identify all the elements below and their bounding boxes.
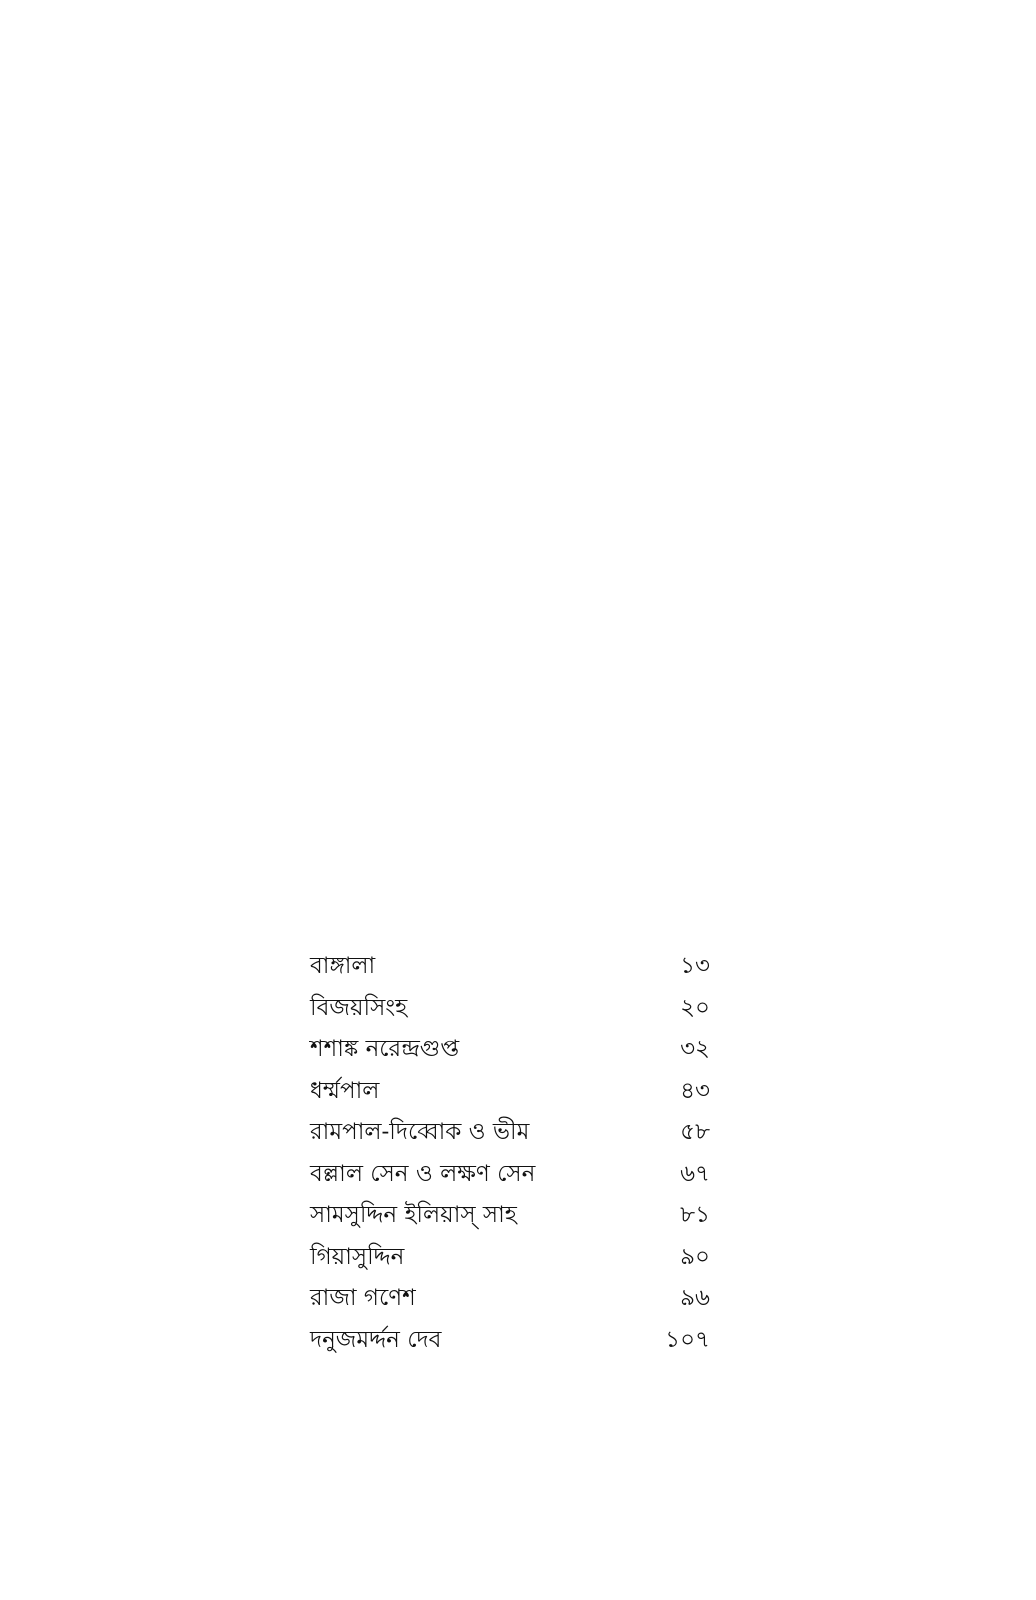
- toc-entry-page: ৩২: [680, 1036, 710, 1062]
- toc-entry: [310, 1195, 710, 1237]
- toc-entry: [310, 1029, 710, 1071]
- toc-entry-page: ৮১: [680, 1202, 710, 1228]
- toc-entry-page: ৯৬: [680, 1285, 710, 1311]
- toc-entry: [310, 1320, 710, 1362]
- toc-entry: [310, 988, 710, 1030]
- toc-entry: [310, 1278, 710, 1320]
- toc-entry-page: ৪৩: [680, 1077, 710, 1104]
- toc-entry-title: বল্লাল সেন ও লক্ষণ সেন: [310, 1160, 536, 1187]
- toc-entry-page: ৫৮: [680, 1119, 710, 1145]
- table-of-contents: [310, 946, 710, 1361]
- toc-entry-title: দনুজমর্দ্দন দেব: [310, 1326, 442, 1353]
- toc-entry-title: রামপাল-দিব্বোক ও ভীম: [310, 1119, 530, 1145]
- toc-entry-page: ৯০: [680, 1243, 710, 1270]
- toc-entry-page: ২০: [680, 994, 710, 1021]
- toc-entry-title: গিয়াসুদ্দিন: [310, 1243, 405, 1270]
- toc-entry: [310, 1071, 710, 1113]
- toc-entry-title: ধর্ম্মপাল: [310, 1077, 380, 1104]
- toc-entry-title: বিজয়সিংহ: [310, 994, 408, 1021]
- toc-entry-title: সামসুদ্দিন ইলিয়াস্ সাহ: [310, 1202, 517, 1228]
- toc-entry-page: ১৩: [680, 953, 710, 979]
- toc-entry: [310, 1237, 710, 1279]
- toc-entry-title: শশাঙ্ক নরেন্দ্রগুপ্ত: [310, 1036, 460, 1062]
- toc-entry-title: রাজা গণেশ: [310, 1285, 416, 1311]
- toc-entry: [310, 1112, 710, 1154]
- toc-entry: [310, 1154, 710, 1196]
- toc-entry: [310, 946, 710, 988]
- toc-entry-title: বাঙ্গালা: [310, 953, 376, 979]
- toc-entry-page: ১০৭: [665, 1326, 710, 1353]
- toc-entry-page: ৬৭: [680, 1160, 710, 1187]
